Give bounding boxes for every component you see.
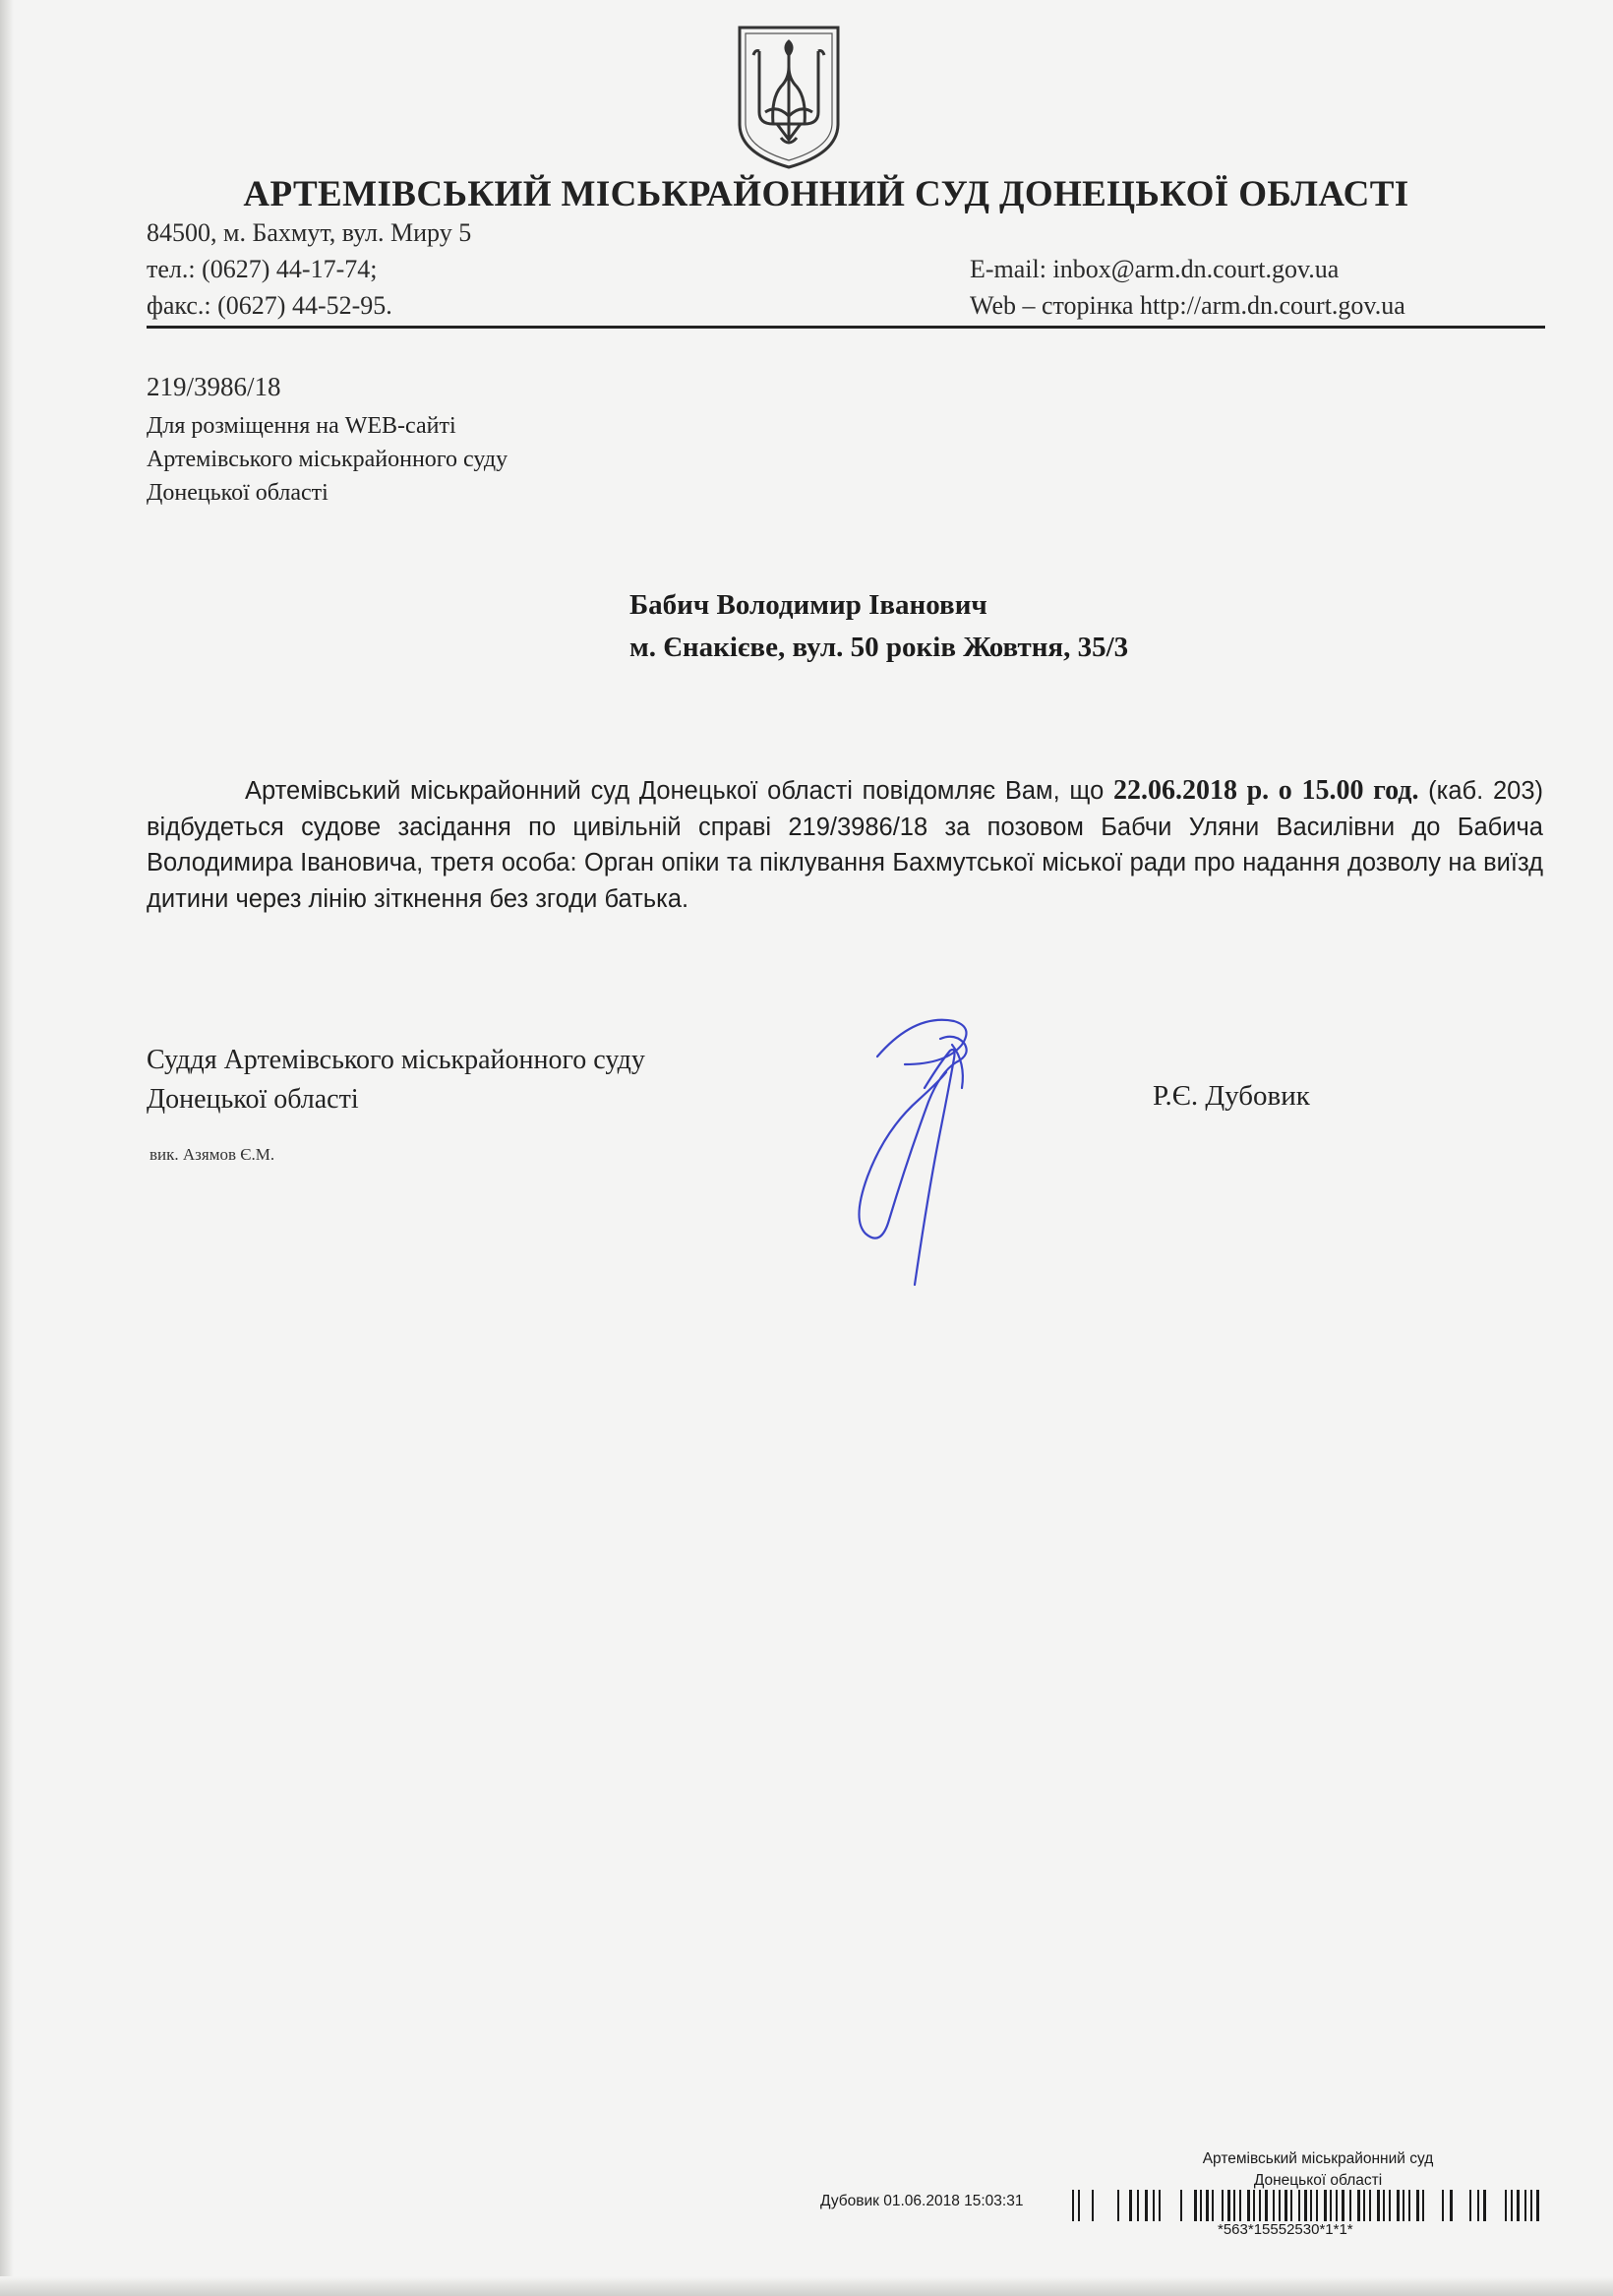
scan-edge [0, 0, 14, 2296]
notice-body [147, 773, 1543, 917]
handwritten-signature [846, 994, 1003, 1289]
court-phone: тел.: (0627) 44-17-74; [147, 255, 378, 283]
barcode-icon [1072, 2188, 1554, 2223]
hearing-date: 22.06.2018 р. о 15.00 год. [1112, 775, 1419, 806]
addressee-name: Бабич Володимир Іванович [629, 589, 987, 621]
court-fax: факс.: (0627) 44-52-95. [147, 291, 392, 320]
judge-title-line1: Суддя Артемівського міськрайонного суду [147, 1045, 645, 1075]
header-divider [147, 326, 1545, 329]
stamp-court-line2: Донецької області [1253, 2172, 1383, 2189]
stamp-signed-by: Дубовик 01.06.2018 15:03:31 [820, 2193, 1024, 2209]
coat-of-arms-icon [734, 22, 844, 171]
addressee-block [629, 584, 1128, 669]
judge-title [147, 1041, 645, 1119]
scan-bottom-edge [0, 2276, 1613, 2296]
notice-text-part2: (каб. 203) відбудеться судове засідання по цивільній справі 219/3986/18 за позовом Бабчи Уляни Василівни до Бабича Володимира Івановича, третя особа: Орган опіки та піклування Бахмутської міської ради про надання дозволу на виїзд дитини через лінію зіткнення без згоди батька. [147, 777, 1543, 913]
registration-stamp-court [1170, 2148, 1465, 2192]
court-name: АРТЕМІВСЬКИЙ МІСЬКРАЙОННИЙ СУД ДОНЕЦЬКОЇ ОБЛАСТІ [243, 174, 1409, 214]
addressee-address: м. Єнакієве, вул. 50 років Жовтня, 35/3 [629, 632, 1129, 663]
judge-title-line2: Донецької області [147, 1084, 359, 1115]
barcode-number: *563*15552530*1*1* [1218, 2221, 1353, 2238]
case-number: 219/3986/18 [147, 372, 281, 401]
court-email: E-mail: inbox@arm.dn.court.gov.ua [970, 255, 1340, 283]
judge-name: Р.Є. Дубовик [1153, 1080, 1310, 1112]
web-publication-note: Для розміщення на WEB-сайті Артемівського міськрайонного суду Донецької області [147, 413, 508, 506]
executor-note: вик. Азямов Є.М. [149, 1145, 275, 1164]
stamp-court-line1: Артемівський міськрайонний суд [1202, 2150, 1434, 2167]
court-website: Web – сторінка http://arm.dn.court.gov.ua [970, 291, 1405, 320]
court-address: 84500, м. Бахмут, вул. Миру 5 [147, 218, 472, 247]
notice-text-part1: Артемівський міськрайонний суд Донецької області повідомляє Вам, що [245, 777, 1113, 805]
